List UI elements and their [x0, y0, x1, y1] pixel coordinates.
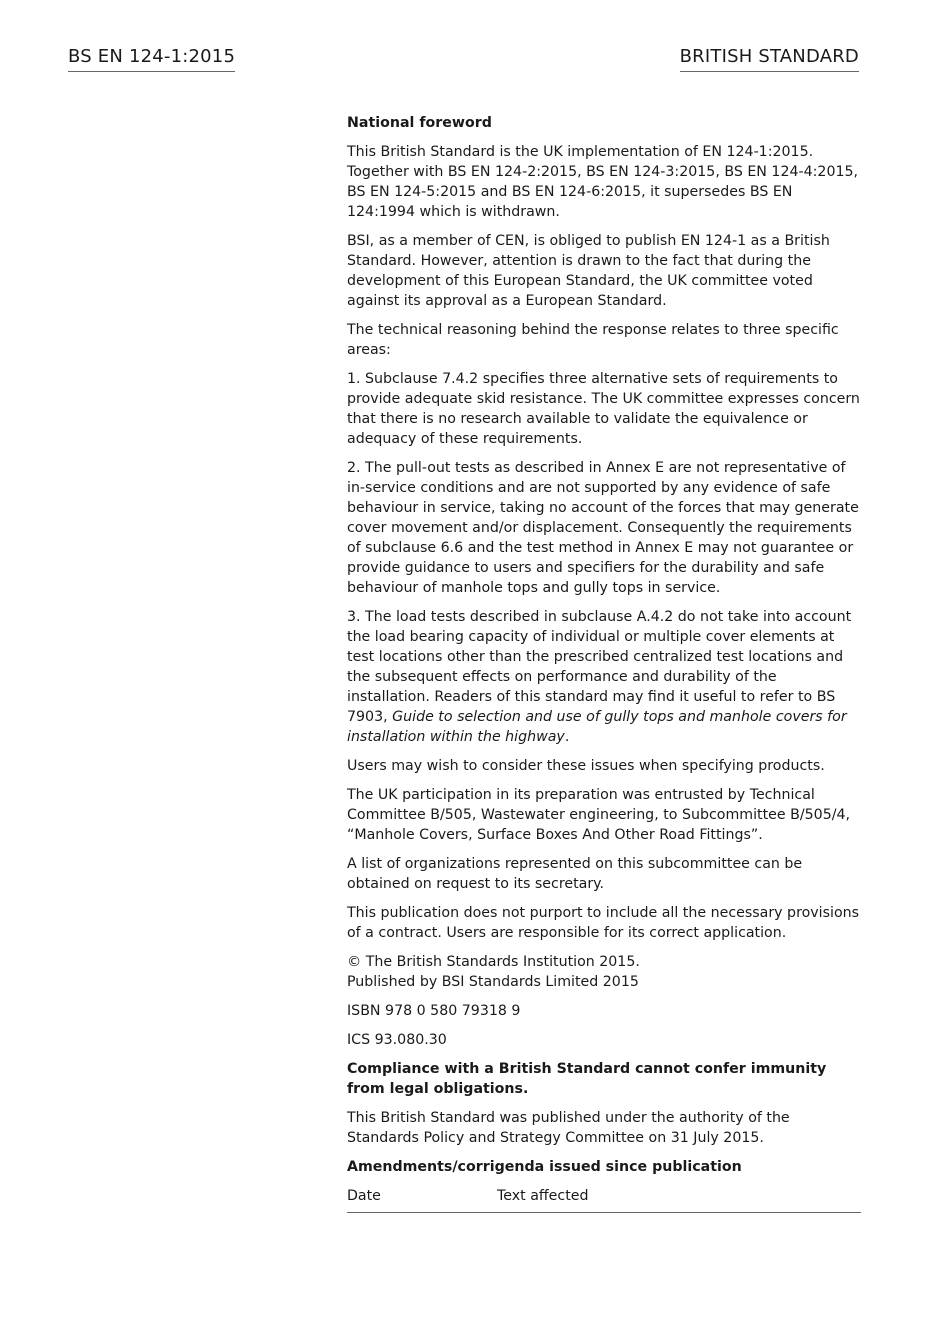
amendments-column-date: Date: [347, 1186, 497, 1213]
foreword-paragraph-provisions: This publication does not purport to include all the necessary provisions of a contract. Users are responsible for its correct application.: [347, 905, 860, 941]
compliance-statement: Compliance with a British Standard cannot confer immunity from legal obligations.: [347, 1061, 827, 1097]
copyright-notice: [347, 952, 861, 992]
national-foreword: [347, 113, 861, 1213]
amendments-column-text-affected: Text affected: [497, 1186, 861, 1213]
load-tests-text: 3. The load tests described in subclause A.4.2 do not take into account the load bearing capacity of individual or multiple cover elements at test locations other than the prescribed centralized test locations and the subsequent effects on performance and durability of the installation. Readers of this standard may find it useful to refer to BS 7903,: [347, 609, 852, 725]
foreword-paragraph-implementation: This British Standard is the UK implementation of EN 124-1:2015. Together with BS EN 124-2:2015, BS EN 124-3:2015, BS EN 124-4:2015, BS EN 124-5:2015 and BS EN 124-6:2015, it supersedes BS EN 124:1994 which is withdrawn.: [347, 144, 859, 220]
document-type: BRITISH STANDARD: [680, 46, 859, 72]
foreword-item-skid-resistance: 1. Subclause 7.4.2 specifies three alternative sets of requirements to provide adequate skid resistance. The UK committee expresses concern that there is no research available to validate the equivalence or adequacy of these requirements.: [347, 371, 860, 447]
load-tests-end: .: [564, 729, 570, 745]
foreword-item-load-tests: [347, 607, 861, 747]
publisher-line: Published by BSI Standards Limited 2015: [347, 974, 639, 990]
copyright-line: © The British Standards Institution 2015.: [347, 954, 640, 970]
publication-authority: This British Standard was published under the authority of the Standards Policy and Strategy Committee on 31 July 2015.: [347, 1110, 790, 1146]
amendments-title: Amendments/corrigenda issued since publication: [347, 1159, 742, 1175]
foreword-paragraph-users: Users may wish to consider these issues when specifying products.: [347, 758, 825, 774]
foreword-paragraph-organizations: A list of organizations represented on this subcommittee can be obtained on request to its secretary.: [347, 856, 803, 892]
foreword-item-pull-out-tests: 2. The pull-out tests as described in Annex E are not representative of in-service conditions and are not supported by any evidence of safe behaviour in service, taking no account of the forces that may generate cover movement and/or displacement. Consequently the requirements of subclause 6.6 and the test method in Annex E may not guarantee or provide guidance to users and specifiers for the durability and safe behaviour of manhole tops and gully tops in service.: [347, 460, 859, 596]
document-number: BS EN 124-1:2015: [68, 46, 235, 72]
foreword-title: National foreword: [347, 115, 492, 131]
foreword-paragraph-technical-reasoning: The technical reasoning behind the response relates to three specific areas:: [347, 322, 839, 358]
isbn: ISBN 978 0 580 79318 9: [347, 1003, 521, 1019]
foreword-paragraph-committee: The UK participation in its preparation was entrusted by Technical Committee B/505, Wastewater engineering, to Subcommittee B/505/4, “Manhole Covers, Surface Boxes And Other Road Fittings”.: [347, 787, 851, 843]
amendments-table: [347, 1186, 861, 1213]
bs-7903-title: Guide to selection and use of gully tops and manhole covers for installation within the highway: [347, 709, 847, 745]
ics-code: ICS 93.080.30: [347, 1032, 447, 1048]
foreword-paragraph-cen-vote: BSI, as a member of CEN, is obliged to publish EN 124-1 as a British Standard. However, attention is drawn to the fact that during the development of this European Standard, the UK committee voted against its approval as a European Standard.: [347, 233, 830, 309]
amendments-header-row: [347, 1186, 861, 1213]
